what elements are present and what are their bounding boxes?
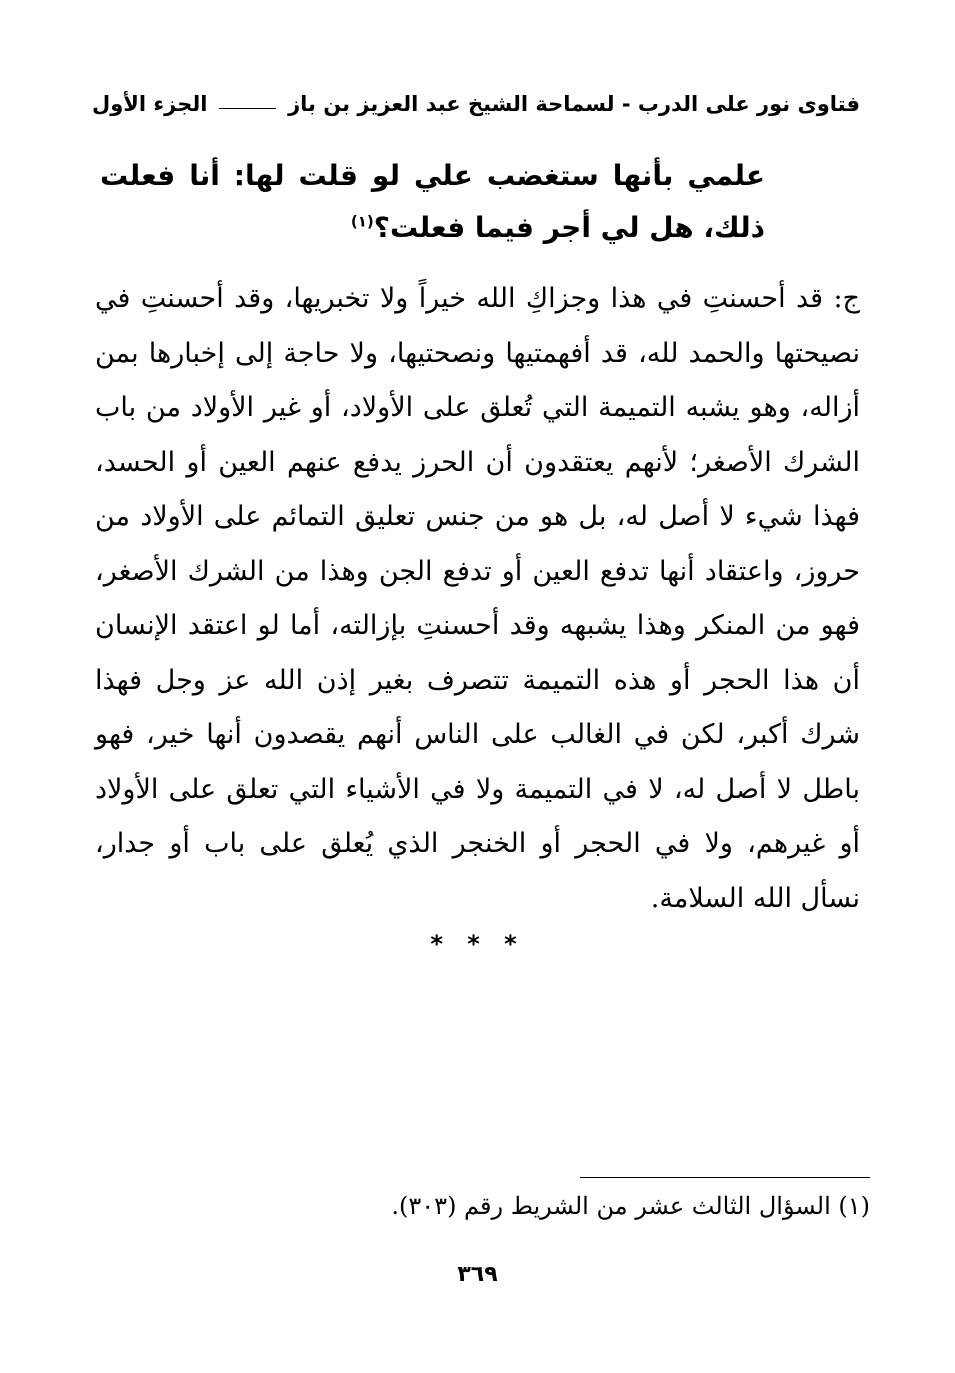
running-header [92,88,860,120]
header-volume: الجزء الأول [92,92,208,116]
section-separator: * * * [430,930,525,958]
answer-text: ج: قد أحسنتِ في هذا وجزاكِ الله خيراً ولا تخبريها، وقد أحسنتِ في نصيحتها والحمد لله، قد أفهمتيها ونصحتيها، ولا حاجة إلى إخبارها بمن أزاله، وهو يشبه التميمة التي تُعلق على الأولاد، أو غير الأولاد من باب الشرك الأصغر؛ لأنهم يعتقدون أن الحرز يدفع عنهم العين أو الحسد، فهذا شيء لا أصل له، بل هو من جنس تعليق التمائم على الأولاد من حروز، واعتقاد أنها تدفع العين أو تدفع الجن وهذا من الشرك الأصغر، فهو من المنكر وهذا يشبهه وقد أحسنتِ بإزالته، أما لو اعتقد الإنسان أن هذا الحجر أو هذه التميمة تتصرف بغير إذن الله عز وجل فهذا شرك أكبر، لكن في الغالب على الناس أنهم يقصدون أنها خير، فهو باطل لا أصل له، لا في التميمة ولا في الأشياء التي تعلق على الأولاد أو غيرهم، ولا في الحجر أو الخنجر الذي يُعلق على باب أو جدار، نسأل الله السلامة. [95,283,860,914]
question-text [100,150,765,254]
footnote: (١) السؤال الثالث عشر من الشريط رقم (٣٠٣). [391,1192,870,1220]
header-book-title: فتاوى نور على الدرب - لسماحة الشيخ عبد العزيز بن باز [288,92,860,116]
header-rule [219,108,276,109]
question-body: علمي بأنها ستغضب علي لو قلت لها: أنا فعلت ذلك، هل لي أجر فيما فعلت؟ [100,159,765,244]
page-number: ٣٦٩ [457,1262,498,1287]
footnote-reference: (١) [350,212,374,231]
footnote-rule [580,1177,870,1178]
